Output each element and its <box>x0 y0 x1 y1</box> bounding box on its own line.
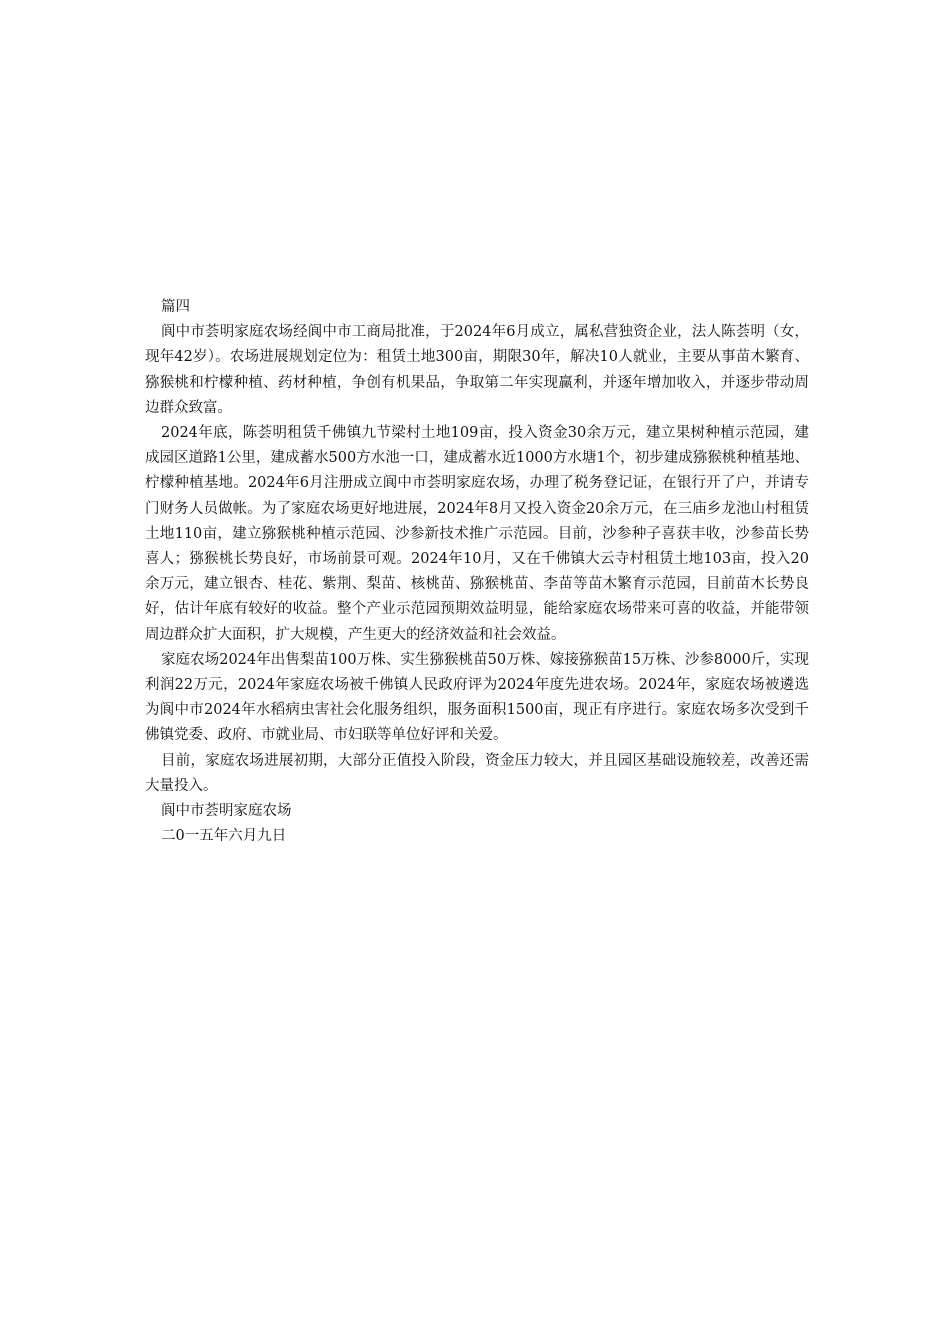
document-body <box>145 295 809 849</box>
paragraph-development: 2024年底，陈荟明租赁千佛镇九节梁村土地109亩，投入资金30余万元，建立果树种植示范园，建成园区道路1公里，建成蓄水500方水池一口，建成蓄水近1000方水塘1个，初步建成猕猴桃种植基地、柠檬种植基地。2024年6月注册成立阆中市荟明家庭农场，办理了税务登记证，在银行开了户，并请专门财务人员做帐。为了家庭农场更好地进展，2024年8月又投入资金20余万元，在三庙乡龙池山村租赁土地110亩，建立猕猴桃种植示范园、沙参新技术推广示范园。目前，沙参种子喜获丰收，沙参苗长势喜人；猕猴桃长势良好，市场前景可观。2024年10月，又在千佛镇大云寺村租赁土地103亩，投入20余万元，建立银杏、桂花、紫荆、梨苗、核桃苗、猕猴桃苗、李苗等苗木繁育示范园，目前苗木长势良好，估计年底有较好的收益。整个产业示范园预期效益明显，能给家庭农场带来可喜的收益，并能带领周边群众扩大面积，扩大规模，产生更大的经济效益和社会效益。 <box>145 425 809 643</box>
document-heading: 篇四 <box>161 299 190 315</box>
paragraph-results: 家庭农场2024年出售梨苗100万株、实生猕猴桃苗50万株、嫁接猕猴苗15万株、沙参8000斤，实现利润22万元，2024年家庭农场被千佛镇人民政府评为2024年度先进农场。2024年，家庭农场被遴选为阆中市2024年水稻病虫害社会化服务组织，服务面积1500亩，现正有序进行。家庭农场多次受到千佛镇党委、政府、市就业局、市妇联等单位好评和关爱。 <box>145 651 809 744</box>
paragraph-intro: 阆中市荟明家庭农场经阆中市工商局批准，于2024年6月成立，属私营独资企业，法人陈荟明（女，现年42岁）。农场进展规划定位为：租赁土地300亩，期限30年，解决10人就业，主要从事苗木繁育、猕猴桃和柠檬种植、药材种植，争创有机果品，争取第二年实现赢利，并逐年增加收入，并逐步带动周边群众致富。 <box>145 324 809 416</box>
document-date: 二0一五年六月九日 <box>161 828 287 845</box>
paragraph-current-status: 目前，家庭农场进展初期，大部分正值投入阶段，资金压力较大，并且园区基础设施较差，改善还需大量投入。 <box>145 752 809 794</box>
signature: 阆中市荟明家庭农场 <box>161 803 292 820</box>
